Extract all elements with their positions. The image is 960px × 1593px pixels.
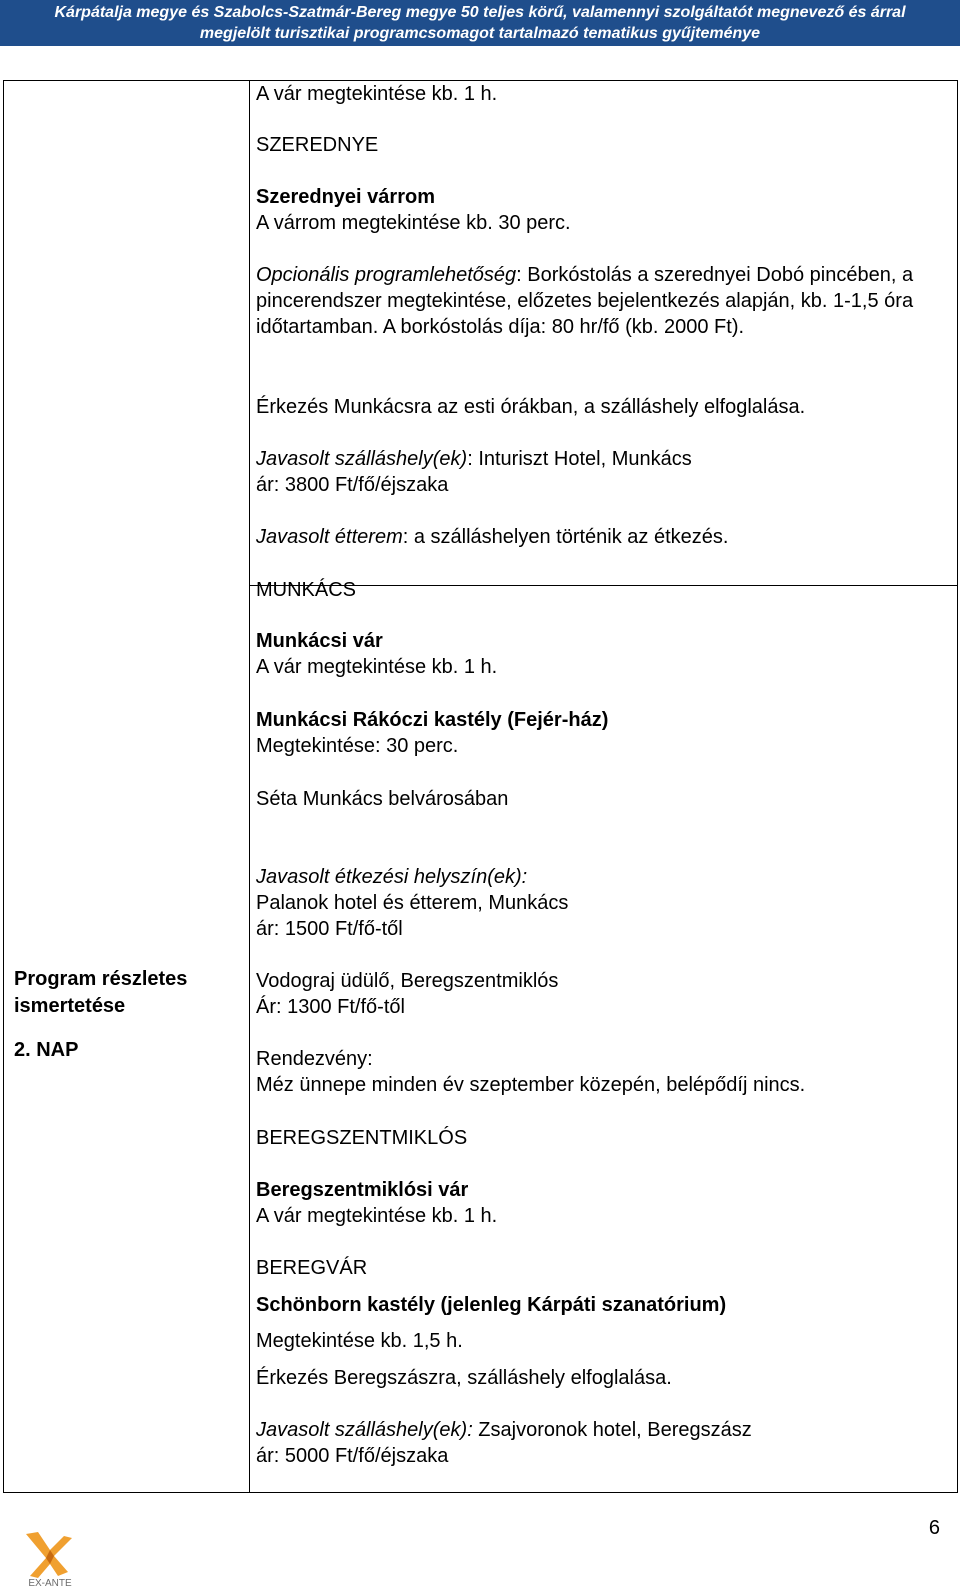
castle-visit-text: A vár megtekintése kb. 1 h. bbox=[256, 83, 498, 105]
city-beregvar: BEREGVÁR bbox=[256, 1257, 368, 1279]
restaurant-text: : a szálláshelyen történik az étkezés. bbox=[402, 526, 729, 548]
day-label: 2. NAP bbox=[14, 1039, 79, 1061]
left-column bbox=[4, 81, 250, 1492]
page-number: 6 bbox=[928, 1517, 940, 1539]
city-beregszentmiklos: BEREGSZENTMIKLÓS bbox=[256, 1127, 468, 1149]
food-option-2-price: Ár: 1300 Ft/fő-től bbox=[256, 996, 405, 1018]
accommodation-2-label: Javasolt szálláshely(ek): bbox=[256, 1419, 473, 1441]
accommodation-line bbox=[256, 446, 692, 472]
sight-szerednye-ruin: Szerednyei várrom bbox=[256, 186, 435, 208]
document-header bbox=[0, 0, 960, 46]
restaurant-label: Javasolt étterem bbox=[256, 526, 403, 548]
logo-wordmark: EX-ANTE bbox=[28, 1578, 72, 1588]
optional-program bbox=[256, 262, 946, 340]
beregszentmiklos-castle-visit: A vár megtekintése kb. 1 h. bbox=[256, 1205, 498, 1227]
header-line-2: megjelölt turisztikai programcsomagot tartalmazó tematikus gyűjteménye bbox=[199, 25, 761, 42]
accommodation-label: Javasolt szálláshely(ek) bbox=[256, 448, 468, 470]
accommodation-2-price: ár: 5000 Ft/fő/éjszaka bbox=[256, 1445, 449, 1467]
ex-ante-logo-icon bbox=[20, 1528, 80, 1588]
sight-schonborn-castle: Schönborn kastély (jelenleg Kárpáti szanatórium) bbox=[256, 1294, 727, 1316]
food-option-1: Palanok hotel és étterem, Munkács bbox=[256, 892, 569, 914]
sight-beregszentmiklos-castle: Beregszentmiklósi vár bbox=[256, 1179, 469, 1201]
accommodation-price: ár: 3800 Ft/fő/éjszaka bbox=[256, 474, 449, 496]
row-divider bbox=[250, 585, 957, 586]
city-szerednye: SZEREDNYE bbox=[256, 134, 379, 156]
accommodation-2-name: Zsajvoronok hotel, Beregszász bbox=[472, 1419, 752, 1441]
optional-program-text: : Borkóstolás a szerednyei Dobó pincében, a pincerendszer megtekintése, előzetes bejelentkezés alapján, kb. 1-1,5 óra időtartamban. A borkóstolás díja: 80 hr/fő (kb. 2000 Ft). bbox=[256, 264, 914, 338]
food-label: Javasolt étkezési helyszín(ek): bbox=[256, 866, 528, 888]
restaurant-line bbox=[256, 524, 728, 550]
accommodation-2-line bbox=[256, 1417, 752, 1443]
arrival-beregszasz: Érkezés Beregszászra, szálláshely elfoglalása. bbox=[256, 1367, 672, 1389]
event-label: Rendezvény: bbox=[256, 1048, 373, 1070]
food-option-2: Vodograj üdülő, Beregszentmiklós bbox=[256, 970, 559, 992]
header-line-1: Kárpátalja megye és Szabolcs-Szatmár-Bereg megye 50 teljes körű, valamennyi szolgáltatót megnevező és árral bbox=[54, 4, 906, 21]
food-option-1-price: ár: 1500 Ft/fő-től bbox=[256, 918, 403, 940]
ex-ante-logo bbox=[20, 1528, 80, 1588]
rakoczi-mansion-visit: Megtekintése: 30 perc. bbox=[256, 735, 459, 757]
munkacs-castle-visit: A vár megtekintése kb. 1 h. bbox=[256, 656, 498, 678]
arrival-text: Érkezés Munkácsra az esti órákban, a szálláshely elfoglalása. bbox=[256, 396, 806, 418]
schonborn-visit: Megtekintése kb. 1,5 h. bbox=[256, 1330, 463, 1352]
program-details-label: Program részletes ismertetése bbox=[14, 968, 188, 1017]
accommodation-name: : Inturiszt Hotel, Munkács bbox=[467, 448, 692, 470]
city-munkacs: MUNKÁCS bbox=[256, 579, 357, 601]
walk-text: Séta Munkács belvárosában bbox=[256, 788, 509, 810]
sight-rakoczi-mansion: Munkácsi Rákóczi kastély (Fejér-ház) bbox=[256, 709, 609, 731]
event-text: Méz ünnepe minden év szeptember közepén, belépődíj nincs. bbox=[256, 1074, 806, 1096]
sight-munkacs-castle: Munkácsi vár bbox=[256, 630, 383, 652]
ruin-visit-text: A várrom megtekintése kb. 30 perc. bbox=[256, 212, 571, 234]
optional-program-label: Opcionális programlehetőség bbox=[256, 264, 517, 286]
